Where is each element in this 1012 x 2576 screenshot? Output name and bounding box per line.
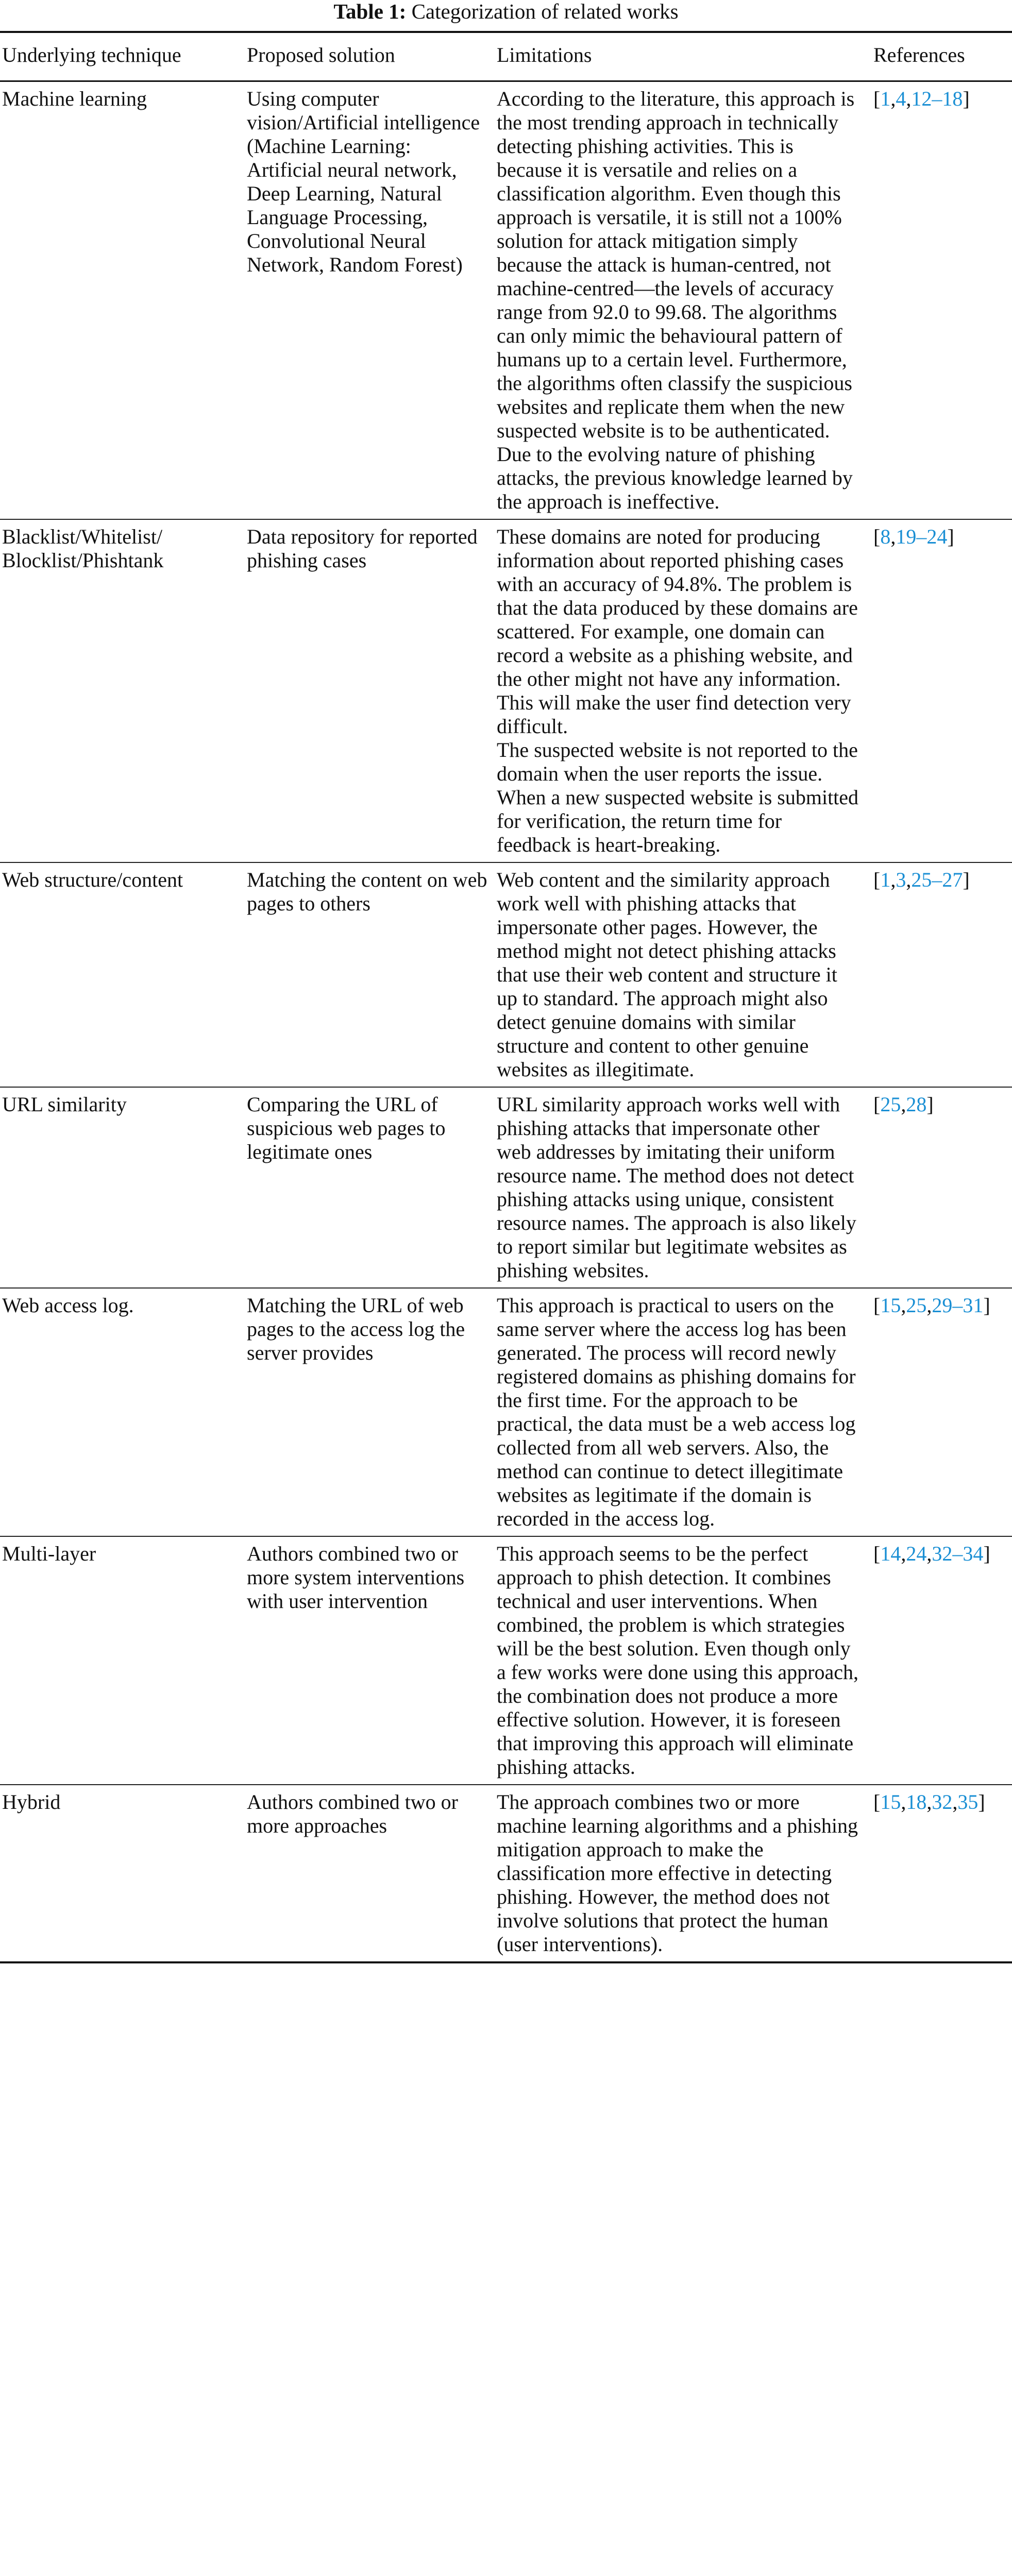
limitations-paragraph: This approach is practical to users on the same server where the access log has been generated. The process will record newly registered domains as phishing domains for the first time. For the approach to be practical, the data must be a web access log collected from all web servers. Also, the method can continue to detect illegitimate websites as legitimate if the domain is recorded in the access log. — [497, 1294, 856, 1530]
header-technique: Underlying technique — [2, 43, 181, 66]
table-caption — [0, 0, 1012, 23]
reference-link[interactable]: 15 — [880, 1294, 901, 1317]
limitations-paragraph: This approach seems to be the perfect approach to phish detection. It combines technical and user interventions. When combined, the problem is which strategies will be the best solution. Even though only a few works were done using this approach, the combination does not produce a more effective solution. However, it is foreseen that improving this approach will eliminate phishing attacks. — [497, 1542, 859, 1778]
limitations-paragraph: The approach combines two or more machine learning algorithms and a phishing mitigation approach to make the classification more effective in detecting phishing. However, the method does not involve solutions that protect the human (user interventions). — [497, 1790, 858, 1956]
cell-limitations — [495, 1785, 869, 1962]
reference-link[interactable]: 3 — [896, 868, 906, 891]
cell-solution: Matching the content on web pages to others — [247, 868, 487, 915]
reference-link[interactable]: 32 — [932, 1790, 953, 1814]
cell-references: [1,4,12–18] — [873, 87, 970, 110]
table-row — [0, 1785, 1012, 1962]
related-works-table — [0, 31, 1012, 1963]
limitations-paragraph: Web content and the similarity approach work well with phishing attacks that impersonate other pages. However, the method might not detect phishing attacks that use their web content and structure it up to standard. The approach might also detect genuine domains with similar structure and content to other genuine websites as illegitimate. — [497, 868, 837, 1081]
cell-references: [15,25,29–31] — [873, 1294, 990, 1317]
caption-label: Table 1: — [333, 0, 407, 23]
reference-link[interactable]: 18 — [906, 1790, 927, 1814]
reference-link[interactable]: 1 — [880, 87, 891, 110]
header-solution: Proposed solution — [247, 43, 395, 66]
reference-link[interactable]: 14 — [880, 1542, 901, 1565]
cell-solution: Data repository for reported phishing cases — [247, 525, 478, 572]
reference-link[interactable]: 4 — [896, 87, 906, 110]
cell-technique: URL similarity — [2, 1093, 127, 1116]
cell-references: [1,3,25–27] — [873, 868, 970, 891]
cell-limitations — [495, 1288, 869, 1536]
reference-link[interactable]: 25 — [880, 1093, 901, 1116]
cell-technique: Web access log. — [2, 1294, 134, 1317]
table-row — [0, 81, 1012, 520]
table-row — [0, 519, 1012, 862]
reference-link[interactable]: 24 — [906, 1542, 927, 1565]
reference-link[interactable]: 29–31 — [932, 1294, 984, 1317]
cell-limitations — [495, 1087, 869, 1288]
cell-technique: Hybrid — [2, 1790, 61, 1814]
cell-solution: Using computer vision/Artificial intelligence (Machine Learning: Artificial neural network, Deep Learning, Natural Language Processing, Convolutional Neural Network, Random Forest) — [247, 87, 480, 276]
cell-technique: Multi-layer — [2, 1542, 96, 1565]
limitations-paragraph: These domains are noted for producing information about reported phishing cases with an accuracy of 94.8%. The problem is that the data produced by these domains are scattered. For example, one domain can record a website as a phishing website, and the other might not have any information. This will make the user find detection very difficult. — [497, 525, 858, 738]
limitations-paragraph: According to the literature, this approach is the most trending approach in technically detecting phishing activities. This is because it is versatile and relies on a classification algorithm. Even though this approach is versatile, it is still not a 100% solution for attack mitigation simply because the attack is human-centred, not machine-centred—the levels of accuracy range from 92.0 to 99.68. The algorithms can only mimic the behavioural pattern of humans up to a certain level. Furthermore, the algorithms often classify the suspicious websites and replicate them when the new suspected website is to be authenticated. Due to the evolving nature of phishing attacks, the previous knowledge learned by the approach is ineffective. — [497, 87, 855, 513]
limitations-paragraph: The suspected website is not reported to the domain when the user reports the issue. When a new suspected website is submitted for verification, the return time for feedback is heart-breaking. — [497, 738, 859, 856]
table-row — [0, 862, 1012, 1087]
cell-references: [14,24,32–34] — [873, 1542, 990, 1565]
limitations-paragraph: URL similarity approach works well with phishing attacks that impersonate other web addresses by imitating their uniform resource name. The method does not detect phishing attacks using unique, consistent resource names. The approach is also likely to report similar but legitimate websites as phishing websites. — [497, 1093, 856, 1282]
header-references: References — [873, 43, 965, 66]
cell-references: [8,19–24] — [873, 525, 954, 548]
header-row — [0, 32, 1012, 81]
cell-references: [25,28] — [873, 1093, 934, 1116]
cell-technique: Blacklist/Whitelist/ Blocklist/Phishtank — [2, 525, 164, 572]
cell-technique: Web structure/content — [2, 868, 183, 891]
caption-title: Categorization of related works — [411, 0, 679, 23]
cell-solution: Matching the URL of web pages to the access log the server provides — [247, 1294, 465, 1364]
reference-link[interactable]: 15 — [880, 1790, 901, 1814]
reference-link[interactable]: 28 — [906, 1093, 927, 1116]
reference-link[interactable]: 32–34 — [932, 1542, 984, 1565]
table-row — [0, 1087, 1012, 1288]
table-row — [0, 1536, 1012, 1785]
cell-limitations — [495, 1536, 869, 1785]
cell-technique: Machine learning — [2, 87, 147, 110]
reference-link[interactable]: 19–24 — [896, 525, 948, 548]
table-row — [0, 1288, 1012, 1536]
cell-references: [15,18,32,35] — [873, 1790, 985, 1814]
cell-solution: Comparing the URL of suspicious web pages to legitimate ones — [247, 1093, 446, 1163]
reference-link[interactable]: 8 — [880, 525, 891, 548]
reference-link[interactable]: 12–18 — [911, 87, 963, 110]
reference-link[interactable]: 1 — [880, 868, 891, 891]
reference-link[interactable]: 25–27 — [911, 868, 963, 891]
cell-limitations — [495, 519, 869, 862]
reference-link[interactable]: 35 — [957, 1790, 979, 1814]
cell-solution: Authors combined two or more system interventions with user intervention — [247, 1542, 465, 1613]
cell-limitations — [495, 862, 869, 1087]
cell-limitations — [495, 81, 869, 520]
header-limitations: Limitations — [497, 43, 592, 66]
cell-solution: Authors combined two or more approaches — [247, 1790, 458, 1837]
reference-link[interactable]: 25 — [906, 1294, 927, 1317]
